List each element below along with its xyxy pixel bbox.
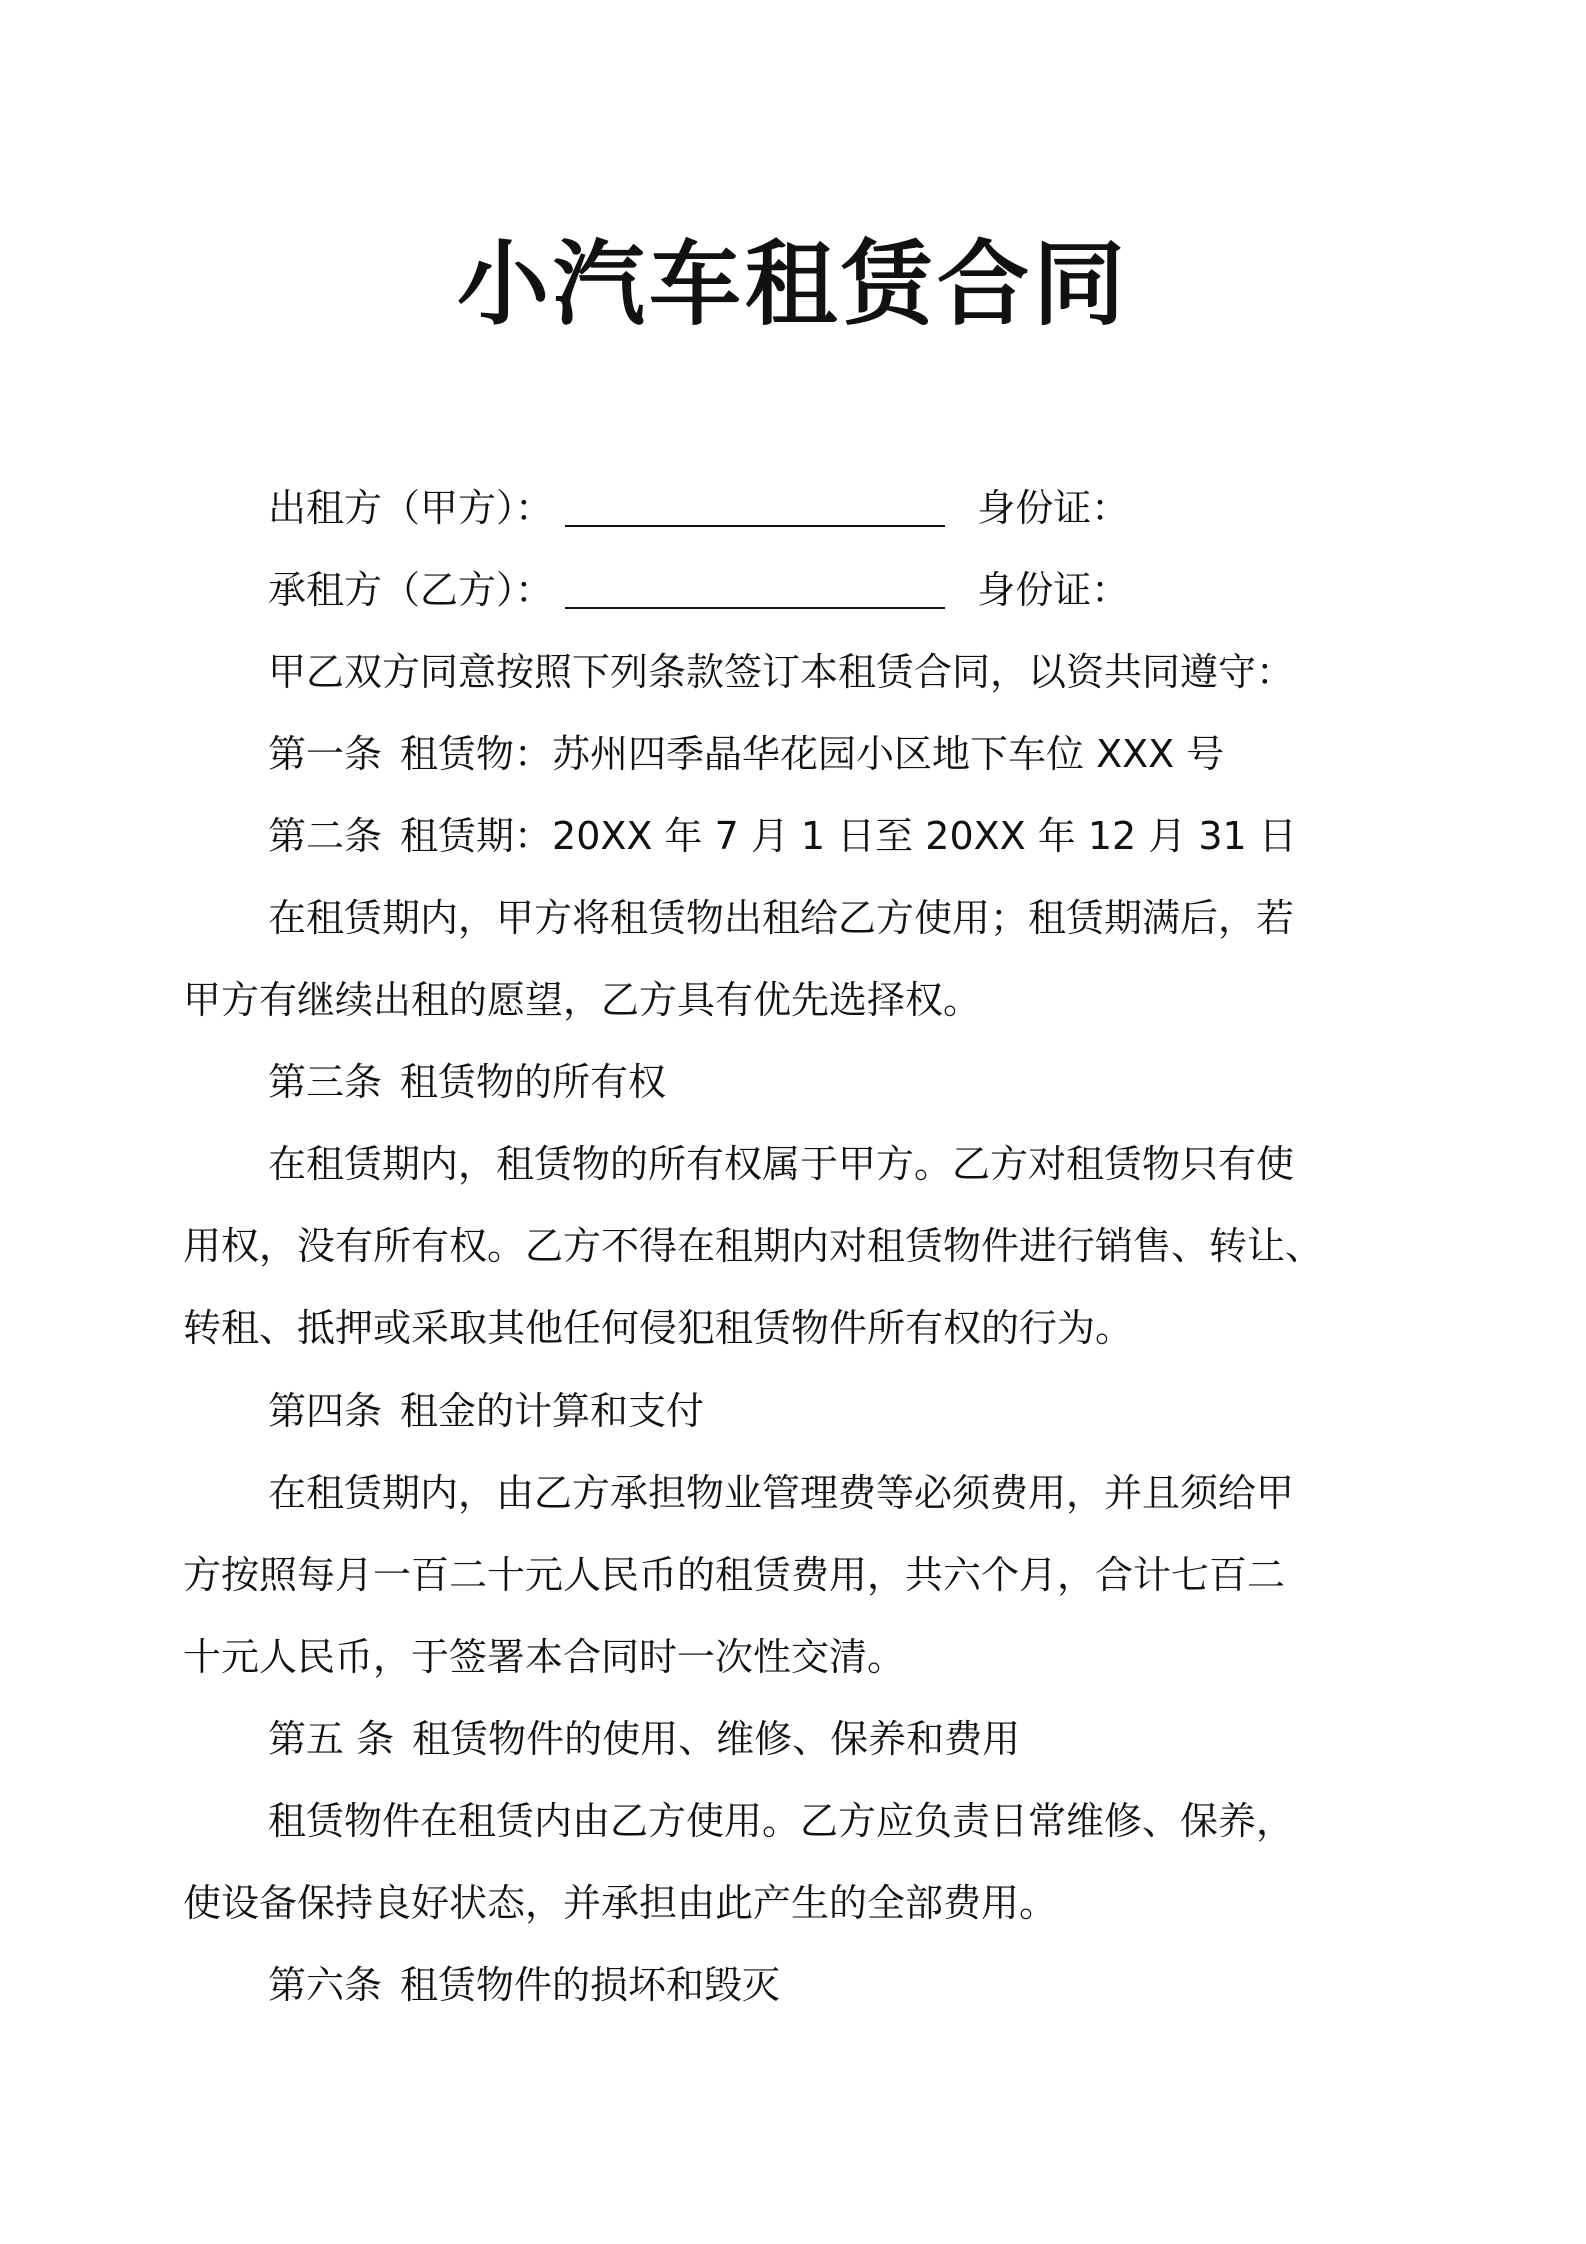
article-5-label: 第五 条 [268, 1717, 395, 1761]
party-b-name-field[interactable] [565, 569, 945, 609]
party-a-name-field[interactable] [565, 487, 945, 527]
article-2-label: 第二条 [268, 814, 383, 858]
article-3-paragraph-line: 在租赁期内，租赁物的所有权属于甲方。乙方对租赁物只有使 [268, 1142, 1295, 1186]
article-3-text: 租赁物的所有权 [400, 1060, 667, 1104]
article-4-paragraph-line: 方按照每月一百二十元人民币的租赁费用，共六个月，合计七百二 [183, 1553, 1286, 1597]
document-title: 小汽车租赁合同 [456, 231, 1129, 338]
party-b-line [268, 565, 1418, 615]
article-2-paragraph-line: 在租赁期内，甲方将租赁物出租给乙方使用；租赁期满后，若 [268, 896, 1295, 940]
article-4 [268, 1386, 1418, 1436]
article-3-paragraph-line: 转租、抵押或采取其他任何侵犯租赁物件所有权的行为。 [183, 1306, 1134, 1350]
article-2-paragraph-line: 甲方有继续出租的愿望，乙方具有优先选择权。 [183, 978, 982, 1022]
article-1-label: 第一条 [268, 732, 383, 776]
article-5 [268, 1714, 1418, 1764]
article-6-label: 第六条 [268, 1963, 383, 2007]
article-1 [268, 729, 1418, 779]
party-a-label: 出租方（甲方）： [268, 486, 554, 530]
article-6 [268, 1960, 1418, 2010]
article-4-paragraph-line: 在租赁期内，由乙方承担物业管理费等必须费用，并且须给甲 [268, 1471, 1295, 1515]
article-3 [268, 1057, 1418, 1107]
party-a-line [268, 483, 1418, 533]
party-b-id-label: 身份证： [977, 568, 1130, 612]
article-4-text: 租金的计算和支付 [400, 1389, 705, 1433]
article-3-label: 第三条 [268, 1060, 383, 1104]
article-1-text: 租赁物：苏州四季晶华花园小区地下车位 XXX 号 [400, 732, 1225, 776]
intro-text: 甲乙双方同意按照下列条款签订本租赁合同，以资共同遵守： [268, 650, 1295, 694]
article-4-label: 第四条 [268, 1389, 383, 1433]
party-a-id-label: 身份证： [977, 486, 1130, 530]
article-2-text: 租赁期：20XX 年 7 月 1 日至 20XX 年 12 月 31 日 [400, 814, 1297, 858]
article-2 [268, 811, 1418, 861]
article-3-paragraph-line: 用权，没有所有权。乙方不得在租期内对租赁物件进行销售、转让、 [183, 1224, 1324, 1268]
party-b-label: 承租方（乙方）： [268, 568, 554, 612]
article-5-paragraph-line: 使设备保持良好状态，并承担由此产生的全部费用。 [183, 1881, 1058, 1925]
article-5-text: 租赁物件的使用、维修、保养和费用 [412, 1717, 1021, 1761]
article-4-paragraph-line: 十元人民币，于签署本合同时一次性交清。 [183, 1635, 906, 1679]
article-6-text: 租赁物件的损坏和毁灭 [400, 1963, 781, 2007]
article-5-paragraph-line: 租赁物件在租赁内由乙方使用。乙方应负责日常维修、保养， [268, 1799, 1295, 1843]
